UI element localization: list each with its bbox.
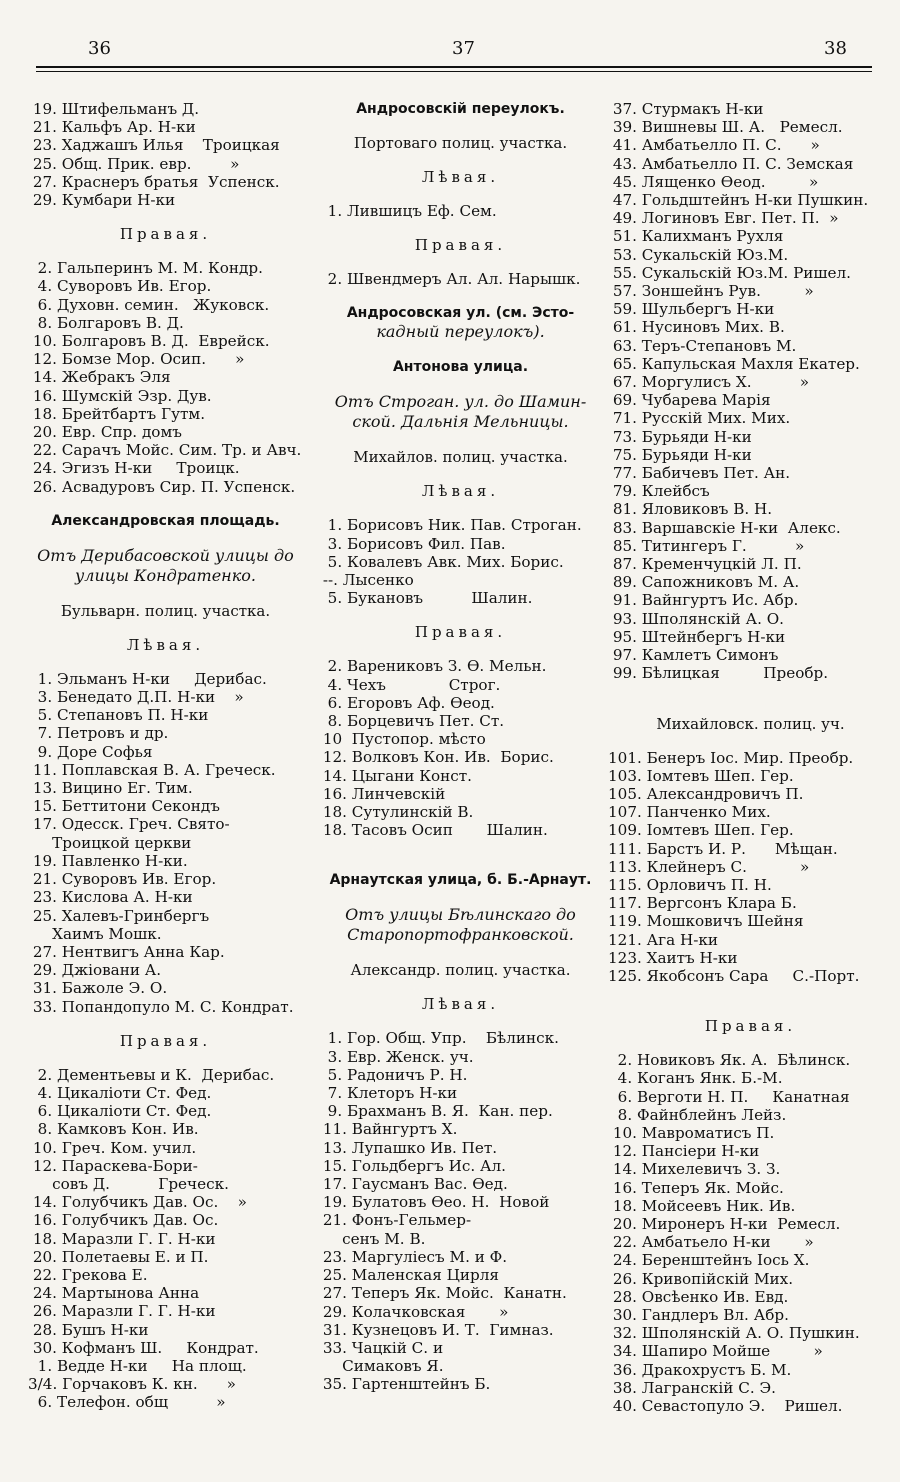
street-extent: кадный переулокъ). (376, 322, 545, 342)
directory-entry: 34. Шапиро Мойше » (608, 1342, 823, 1361)
street-heading: Антонова улица. (392, 359, 529, 376)
directory-entry: 2. Гальперинъ М. М. Кондр. (28, 259, 263, 278)
directory-entry: 10. Греч. Ком. учил. (28, 1138, 197, 1157)
directory-entry: 12. Бомзе Мор. Осип. » (28, 350, 245, 369)
directory-entry: 22. Сарачъ Мойс. Сим. Тр. и Авч. (28, 441, 302, 460)
directory-entry: 63. Теръ-Степановъ М. (608, 336, 797, 355)
spacer (28, 1050, 303, 1066)
directory-entry: 9. Брахманъ В. Я. Кан. пер. (318, 1102, 553, 1121)
directory-entry: 29. Колачковская » (318, 1302, 509, 1321)
spacer (608, 683, 893, 699)
directory-entry: 27. Теперъ Як. Мойс. Канатн. (318, 1284, 567, 1303)
directory-entry: 117. Вергсонъ Клара Б. (608, 894, 797, 913)
directory-entry: 20. Евр. Спр. домъ (28, 423, 182, 442)
spacer (318, 945, 603, 961)
directory-entry: 28. Бушъ Н-ки (28, 1320, 149, 1339)
directory-entry: 51. Калихманъ Рухля (608, 227, 784, 246)
directory-entry: 19. Булатовъ Ѳео. Н. Новой (318, 1193, 550, 1212)
directory-entry: 115. Орловичъ П. Н. (608, 875, 772, 894)
directory-entry: 111. Барстъ И. Р. Мѣщан. (608, 839, 838, 858)
directory-entry: 16. Линчевскій (318, 784, 446, 803)
directory-entry: 33. Попандопуло М. С. Кондрат. (28, 997, 294, 1016)
directory-entry: 13. Лупашко Ив. Пет. (318, 1138, 498, 1157)
directory-entry: 121. Ага Н-ки (608, 930, 718, 949)
directory-entry: 12. Параскева-Бори- (28, 1156, 198, 1175)
directory-entry: 61. Нусиновъ Мих. В. (608, 318, 785, 337)
directory-entry: 24. Эгизъ Н-ки Троицк. (28, 459, 240, 478)
directory-entry: 31. Кузнецовъ И. Т. Гимназ. (318, 1320, 554, 1339)
directory-entry: 28. Овсѣенко Ив. Евд. (608, 1287, 789, 1306)
directory-entry: 99. Бѣлицкая Преобр. (608, 664, 829, 683)
directory-entry: 14. Михелевичъ З. З. (608, 1160, 781, 1179)
directory-entry: 43. Амбатьелло П. С. Земская (608, 154, 854, 173)
directory-entry: 38. Лагранскій С. Э. (608, 1378, 776, 1397)
directory-entry: 2. Новиковъ Як. А. Бѣлинск. (608, 1051, 851, 1070)
directory-entry: 18. Брейтбартъ Гутм. (28, 404, 206, 423)
street-heading: Александровская площадь. (51, 512, 280, 529)
police-district: Михайлов. полиц. участка. (353, 448, 568, 467)
directory-entry: 12. Волковъ Кон. Ив. Борис. (318, 748, 554, 767)
directory-entry: 23. Маргуліесъ М. и Ф. (318, 1247, 508, 1266)
directory-entry: 18. Сутулинскій В. (318, 803, 474, 822)
side-heading: Лѣвая. (421, 168, 500, 186)
directory-entry: 11. Вайнгуртъ Х. (318, 1120, 458, 1139)
spacer (318, 500, 603, 516)
street-extent: Старопортофранковской. (347, 925, 574, 945)
directory-entry: 9. Доре Софья (28, 742, 153, 761)
directory-entry: Троицкой церкви (28, 833, 192, 852)
side-heading: Правая. (414, 236, 507, 255)
directory-entry: 30. Кофманъ Ш. Кондрат. (28, 1338, 259, 1357)
spacer (318, 220, 603, 236)
directory-entry: 29. Кумбари Н-ки (28, 191, 176, 210)
spacer (318, 855, 603, 871)
directory-entry: 123. Хаитъ Н-ки (608, 948, 738, 967)
directory-entry: 10. Мавроматисъ П. (608, 1123, 775, 1142)
directory-entry: 11. Поплавская В. А. Греческ. (28, 760, 276, 779)
directory-entry: 3. Бенедато Д.П. Н-ки » (28, 688, 244, 707)
spacer (318, 288, 603, 304)
street-heading: Андросовская ул. (см. Эсто- (346, 305, 575, 322)
directory-entry: 79. Клейбсъ (608, 482, 710, 501)
directory-entry: 55. Сукальскій Юз.М. Ришел. (608, 263, 851, 282)
directory-entry: 8. Болгаровъ В. Д. (28, 313, 184, 332)
directory-entry: 27. Нентвигъ Анна Кар. (28, 942, 225, 961)
directory-entry: 73. Бурьяди Н-ки (608, 427, 752, 446)
directory-entry: 87. Кременчуцкій Л. П. (608, 555, 802, 574)
directory-entry: 22. Амбатьело Н-ки » (608, 1233, 814, 1252)
directory-entry: совъ Д. Греческ. (28, 1174, 229, 1193)
street-extent: Отъ улицы Бѣлинскаго до (345, 905, 576, 925)
directory-entry: 13. Вицино Ег. Тим. (28, 779, 193, 798)
directory-entry: 8. Камковъ Кон. Ив. (28, 1120, 199, 1139)
directory-entry: 36. Дракохрустъ Б. М. (608, 1360, 792, 1379)
directory-entry: 14. Жебракъ Эля (28, 368, 171, 387)
spacer (318, 979, 603, 995)
directory-entry: 16. Теперъ Як. Мойс. (608, 1178, 784, 1197)
side-heading: Правая. (119, 225, 212, 244)
directory-entry: 83. Варшавскіе Н-ки Алекс. (608, 518, 841, 537)
directory-entry: 47. Гольдштейнъ Н-ки Пушкин. (608, 191, 869, 210)
street-extent: ской. Дальнія Мельницы. (352, 412, 569, 432)
spacer (28, 530, 303, 546)
directory-entry: 19. Штифельманъ Д. (28, 100, 200, 118)
page-number-right: 38 (824, 38, 847, 59)
directory-entry: 31. Бажоле Э. О. (28, 979, 168, 998)
spacer (318, 118, 603, 134)
street-extent: Отъ Дерибасовской улицы до (37, 545, 294, 565)
directory-entry: 6. Егоровъ Аф. Ѳеод. (318, 693, 495, 712)
directory-entry: 23. Кислова А. Н-ки (28, 888, 193, 907)
directory-entry: 5. Букановъ Шалин. (318, 589, 533, 608)
directory-entry: 6. Верготи Н. П. Канатная (608, 1087, 850, 1106)
spacer (608, 985, 893, 1001)
directory-entry: 16. Шумскій Эзр. Дув. (28, 386, 212, 405)
directory-entry: 3. Евр. Женск. уч. (318, 1047, 474, 1066)
directory-entry: 101. Бенеръ Іос. Мир. Преобр. (608, 748, 854, 767)
directory-entry: 32. Шполянскій А. О. Пушкин. (608, 1324, 860, 1343)
directory-entry: 1. Ведде Н-ки На площ. (28, 1356, 247, 1375)
directory-entry: 59. Шульбергъ Н-ки (608, 300, 775, 319)
side-heading: Правая. (414, 623, 507, 642)
directory-entry: 21. Фонъ-Гельмер- (318, 1211, 472, 1230)
directory-entry: 5. Степановъ П. Н-ки (28, 706, 209, 725)
directory-entry: 37. Стурмакъ Н-ки (608, 100, 764, 118)
directory-entry: 27. Краснеръ братья Успенск. (28, 172, 280, 191)
directory-entry: 14. Голубчикъ Дав. Ос. » (28, 1193, 247, 1212)
directory-entry: --. Лысенко (318, 571, 414, 590)
spacer (608, 1001, 893, 1017)
police-district: Бульварн. полиц. участка. (60, 601, 271, 620)
directory-entry: 7. Петровъ и др. (28, 724, 169, 743)
spacer (28, 620, 303, 636)
directory-entry: 29. Джіовани А. (28, 961, 162, 980)
directory-entry: 14. Цыгани Конст. (318, 766, 472, 785)
directory-entry: 25. Халевъ-Гринбергъ (28, 906, 210, 925)
directory-entry: 21. Кальфъ Ар. Н-ки (28, 118, 196, 137)
spacer (318, 1013, 603, 1029)
directory-entry: 103. Іомтевъ Шеп. Гер. (608, 766, 794, 785)
directory-entry: 26. Кривопійскій Мих. (608, 1269, 794, 1288)
spacer (608, 1035, 893, 1051)
street-heading: Андросовскій переулокъ. (356, 101, 565, 117)
directory-entry: 97. Камлетъ Симонъ (608, 646, 779, 665)
directory-entry: 25. Общ. Прик. евр. » (28, 154, 240, 173)
directory-entry: 69. Чубарева Марія (608, 391, 771, 410)
directory-entry: 45. Лященко Ѳеод. » (608, 172, 819, 191)
side-heading: Правая. (119, 1031, 212, 1050)
directory-entry: 8. Борцевичъ Пет. Ст. (318, 712, 505, 731)
spacer (28, 586, 303, 602)
street-extent: Отъ Строган. ул. до Шамин- (334, 392, 587, 412)
spacer (318, 432, 603, 448)
directory-entry: 75. Бурьяди Н-ки (608, 445, 752, 464)
directory-entry: 4. Коганъ Янк. Б.-М. (608, 1069, 783, 1088)
spacer (318, 641, 603, 657)
spacer (318, 839, 603, 855)
directory-entry: 10 Пустопор. мѣсто (318, 730, 486, 749)
directory-entry: 8. Файнблейнъ Лейз. (608, 1105, 787, 1124)
directory-entry: Симаковъ Я. (318, 1357, 444, 1376)
directory-entry: 20. Миронеръ Н-ки Ремесл. (608, 1214, 841, 1233)
directory-entry: 5. Ковалевъ Авк. Мих. Борис. (318, 552, 564, 571)
spacer (318, 889, 603, 905)
header-rule-thin (36, 71, 872, 72)
directory-entry: 113. Клейнеръ С. » (608, 857, 810, 876)
directory-entry: 119. Мошковичъ Шейня (608, 912, 804, 931)
street-extent: улицы Кондратенко. (75, 565, 256, 585)
directory-entry: 6. Цикалioти Ст. Фед. (28, 1102, 212, 1121)
side-heading: Лѣвая. (126, 635, 205, 654)
police-district: Портоваго полиц. участка. (353, 134, 568, 152)
spacer (318, 342, 603, 358)
directory-entry: 1. Борисовъ Ник. Пав. Строган. (318, 516, 582, 535)
directory-entry: 3. Борисовъ Фил. Пав. (318, 534, 506, 553)
directory-entry: 95. Штейнбергъ Н-ки (608, 627, 786, 646)
directory-entry: 24. Беренштейнъ Іось Х. (608, 1251, 810, 1270)
side-heading: Правая. (704, 1017, 797, 1036)
directory-entry: 2. Швендмеръ Ал. Ал. Нарышк. (318, 270, 581, 289)
directory-entry: 17. Гаусманъ Вас. Ѳед. (318, 1175, 508, 1194)
directory-entry: 25. Маленская Цирля (318, 1266, 499, 1285)
directory-entry: 81. Яловиковъ В. Н. (608, 500, 773, 519)
directory-entry: 7. Клеторъ Н-ки (318, 1084, 458, 1103)
directory-entry: 16. Голубчикъ Дав. Ос. (28, 1211, 219, 1230)
directory-entry: 71. Русскій Мих. Мих. (608, 409, 791, 428)
directory-entry: 3/4. Горчаковъ К. кн. » (28, 1375, 236, 1394)
directory-entry: 105. Александровичъ П. (608, 784, 804, 803)
directory-entry: 107. Панченко Мих. (608, 803, 771, 822)
header-rule (36, 66, 872, 68)
directory-entry: 21. Суворовъ Ив. Егор. (28, 870, 217, 889)
spacer (28, 209, 303, 225)
directory-entry: Хаимъ Мошк. (28, 924, 162, 943)
directory-entry: 53. Сукальскій Юз.М. (608, 245, 789, 264)
spacer (28, 496, 303, 512)
directory-entry: 4. Цикалioти Ст. Фед. (28, 1083, 212, 1102)
directory-entry: 15. Гольдбергъ Ис. Ал. (318, 1156, 506, 1175)
directory-entry: 18. Тасовъ Осип Шалин. (318, 821, 548, 840)
page-number-center: 37 (452, 38, 475, 59)
directory-entry: 57. Зоншейнъ Рув. » (608, 282, 814, 301)
directory-entry: 40. Севастопуло Э. Ришел. (608, 1397, 843, 1415)
directory-entry: 125. Якобсонъ Сара С.-Порт. (608, 966, 860, 985)
spacer (318, 466, 603, 482)
directory-entry: 1. Лившицъ Еф. Сем. (318, 202, 497, 220)
directory-entry: 15. Беттитони Секондъ (28, 797, 220, 816)
spacer (28, 243, 303, 259)
spacer (318, 186, 603, 202)
spacer (318, 254, 603, 270)
directory-entry: 22. Грекова Е. (28, 1265, 148, 1284)
directory-entry: 4. Чехъ Строг. (318, 675, 501, 694)
directory-entry: 33. Чацкій С. и (318, 1338, 444, 1357)
column-3 (608, 100, 893, 1415)
directory-entry: 12. Пансіери Н-ки (608, 1142, 760, 1161)
spacer (318, 607, 603, 623)
directory-entry: 18. Мойсеевъ Ник. Ив. (608, 1196, 796, 1215)
spacer (28, 1016, 303, 1032)
directory-entry: 4. Суворовъ Ив. Егор. (28, 277, 212, 296)
directory-entry: 109. Іомтевъ Шеп. Гер. (608, 821, 794, 840)
police-district: Михайловск. полиц. уч. (656, 714, 845, 733)
side-heading: Лѣвая. (421, 995, 500, 1014)
directory-entry: 49. Логиновъ Евг. Пет. П. » (608, 209, 839, 228)
spacer (608, 699, 893, 715)
directory-entry: 41. Амбатьелло П. С. » (608, 136, 820, 155)
directory-entry: 20. Полетаевы Е. и П. (28, 1247, 209, 1266)
column-2 (318, 100, 603, 1394)
spacer (28, 654, 303, 670)
spacer (608, 733, 893, 749)
directory-entry: 2. Варениковъ З. Ѳ. Мельн. (318, 657, 547, 676)
directory-entry: 67. Моргулисъ Х. » (608, 373, 810, 392)
directory-entry: 26. Маразли Г. Г. Н-ки (28, 1302, 216, 1321)
directory-entry: 6. Телефон. общ » (28, 1393, 226, 1412)
street-heading: Арнаутская улица, б. Б.-Арнаут. (329, 872, 592, 889)
directory-entry: 2. Дементьевы и К. Дерибас. (28, 1065, 275, 1084)
directory-entry: 89. Сапожниковъ М. А. (608, 573, 800, 592)
directory-entry: 77. Бабичевъ Пет. Ан. (608, 464, 791, 483)
directory-entry: 17. Одесск. Греч. Свято- (28, 815, 230, 834)
directory-entry: 26. Асвадуровъ Сир. П. Успенск. (28, 477, 296, 496)
directory-entry: 85. Титингеръ Г. » (608, 536, 805, 555)
directory-entry: сенъ М. В. (318, 1229, 426, 1248)
column-1 (28, 100, 303, 1412)
directory-entry: 93. Шполянскій А. О. (608, 609, 784, 628)
directory-entry: 5. Радоничъ Р. Н. (318, 1065, 468, 1084)
spacer (318, 152, 603, 168)
directory-entry: 6. Духовн. семин. Жуковск. (28, 295, 270, 314)
directory-entry: 23. Хаджашъ Илья Троицкая (28, 136, 280, 155)
spacer (318, 376, 603, 392)
directory-entry: 91. Вайнгуртъ Ис. Абр. (608, 591, 799, 610)
directory-entry: 1. Гор. Общ. Упр. Бѣлинск. (318, 1029, 559, 1048)
directory-entry: 1. Эльманъ Н-ки Дерибас. (28, 669, 267, 688)
page-number-left: 36 (88, 38, 111, 59)
directory-entry: 10. Болгаровъ В. Д. Еврейск. (28, 332, 270, 351)
side-heading: Лѣвая. (421, 482, 500, 501)
directory-entry: 30. Гандлеръ Вл. Абр. (608, 1305, 789, 1324)
directory-entry: 35. Гартенштейнъ Б. (318, 1375, 491, 1394)
directory-entry: 18. Маразли Г. Г. Н-ки (28, 1229, 216, 1248)
police-district: Александр. полиц. участка. (350, 961, 571, 980)
directory-entry: 19. Павленко Н-ки. (28, 851, 188, 870)
directory-entry: 39. Вишневы Ш. А. Ремесл. (608, 118, 843, 137)
directory-entry: 65. Капульская Махля Екатер. (608, 354, 860, 373)
directory-entry: 24. Мартынова Анна (28, 1284, 200, 1303)
